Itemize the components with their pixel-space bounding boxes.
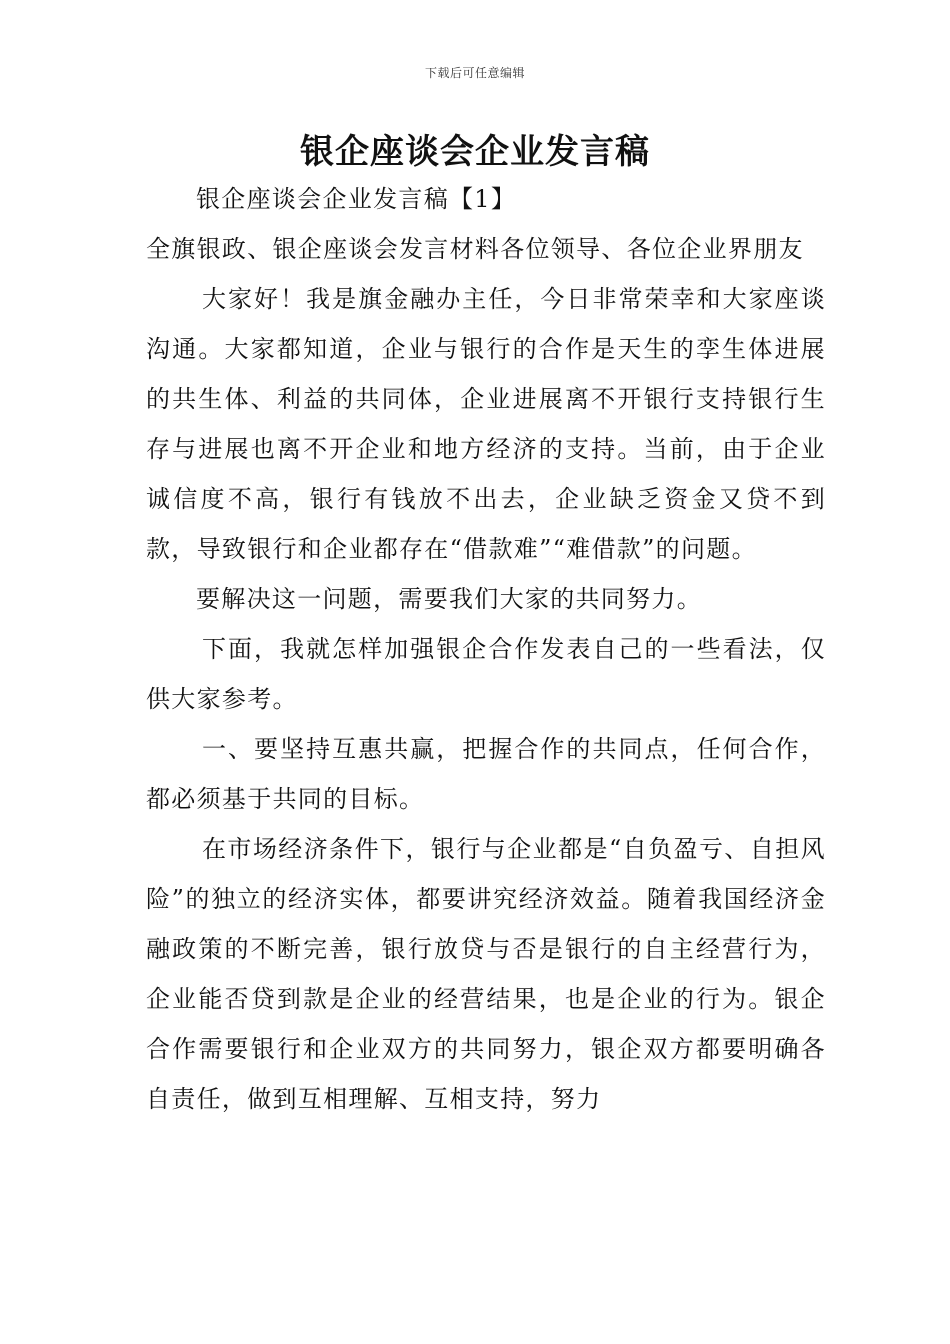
paragraph-joint-effort: 要解决这一问题，需要我们大家的共同努力。 (196, 585, 702, 613)
paragraph-greeting: 大家好！我是旗金融办主任，今日非常荣幸和大家座谈沟通。大家都知道，企业与银行的合作是天生的孪生体进展的共生体、利益的共同体，企业进展离不开银行支持银行生存与进展也离不开企业和地方经济的支持。当前，由于企业诚信度不高，银行有钱放不出去，企业缺乏资金又贷不到款，导致银行和企业都存在“借款难”“难借款”的问题。 (146, 285, 826, 563)
paragraph-point-one: 一、要坚持互惠共赢，把握合作的共同点，任何合作，都必须基于共同的目标。 (146, 735, 826, 813)
paragraph-market-economy: 在市场经济条件下，银行与企业都是“自负盈亏、自担风险”的独立的经济实体，都要讲究经济效益。随着我国经济金融政策的不断完善，银行放贷与否是银行的自主经营行为，企业能否贷到款是企业的经营结果，也是企业的行为。银企合作需要银行和企业双方的共同努力，银企双方都要明确各自责任，做到互相理解、互相支持，努力 (146, 835, 826, 1113)
document-title: 银企座谈会企业发言稿 (300, 132, 650, 172)
document-body (146, 174, 826, 1124)
paragraph-subtitle: 银企座谈会企业发言稿【1】 (196, 185, 517, 213)
paragraph-views: 下面，我就怎样加强银企合作发表自己的一些看法，仅供大家参考。 (146, 635, 826, 713)
header-note: 下载后可任意编辑 (424, 66, 525, 80)
paragraph-salutation: 全旗银政、银企座谈会发言材料各位领导、各位企业界朋友 (146, 235, 804, 263)
